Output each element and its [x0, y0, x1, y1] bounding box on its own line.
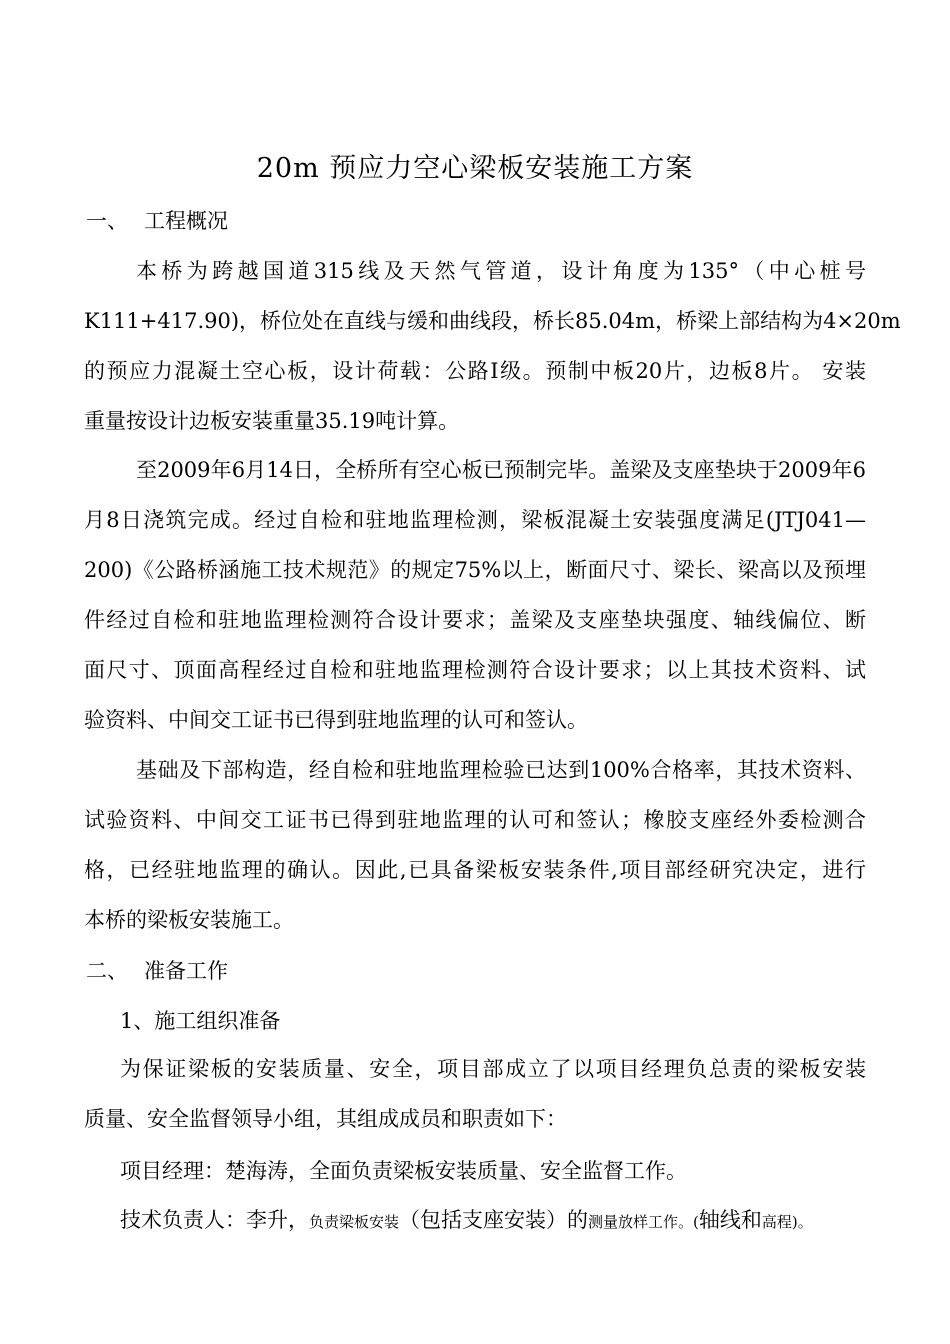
text-line: 200)《公路桥涵施工技术规范》的规定75%以上，断面尺寸、梁长、梁高以及预埋: [84, 558, 866, 582]
subsection-heading: 1、施工组织准备: [120, 1009, 281, 1033]
section-label: 工程概况: [144, 209, 228, 233]
text-run: 测量放样工作。(: [588, 1213, 699, 1231]
staff-technical-lead: [120, 1204, 813, 1234]
text-run: 技术负责人：李升，: [120, 1208, 309, 1232]
paragraph-overview: [84, 246, 901, 446]
section-number: 二、: [86, 959, 128, 983]
paragraph-progress: [84, 445, 866, 745]
section-label: 准备工作: [144, 959, 228, 983]
text-line: 为保证梁板的安装质量、安全，项目部成立了以项目经理负总责的梁板安装: [120, 1057, 866, 1081]
text-line: 试验资料、中间交工证书已得到驻地监理的认可和签认；橡胶支座经外委检测合: [84, 808, 866, 832]
text-line: 月8日浇筑完成。经过自检和驻地监理检测，梁板混凝土安装强度满足(JTJ041—: [84, 508, 866, 532]
text-line: 基础及下部构造，经自检和驻地监理检验已达到100%合格率，其技术资料、: [136, 758, 866, 782]
text-line: 重量按设计边板安装重量35.19吨计算。: [84, 409, 460, 433]
text-run: （包括支座安装）的: [399, 1208, 589, 1232]
text-run: 轴线和: [698, 1208, 762, 1232]
staff-project-manager: 项目经理：楚海涛，全面负责梁板安装质量、安全监督工作。: [120, 1159, 687, 1183]
text-run: 负责梁板安装: [309, 1213, 400, 1231]
section-heading-1: [86, 205, 228, 235]
section-heading-2: [86, 955, 228, 985]
text-line: 的预应力混凝土空心板，设计荷载：公路Ⅰ级。预制中板20片，边板8片。 安装: [84, 359, 866, 383]
text-run: )。: [791, 1213, 813, 1231]
text-line: 至2009年6月14日，全桥所有空心板已预制完毕。盖梁及支座垫块于2009年6: [136, 458, 866, 482]
text-line: 验资料、中间交工证书已得到驻地监理的认可和签认。: [84, 708, 588, 732]
text-line: K111+417.90)，桥位处在直线与缓和曲线段，桥长85.04m，桥梁上部结构为4×20m: [84, 309, 901, 333]
text-line: 本桥的梁板安装施工。: [84, 908, 294, 932]
text-line: 质量、安全监督领导小组，其组成成员和职责如下：: [84, 1107, 567, 1131]
paragraph-foundation: [84, 745, 866, 945]
text-line: 面尺寸、顶面高程经过自检和驻地监理检测符合设计要求；以上其技术资料、试: [84, 658, 866, 682]
text-line: 件经过自检和驻地监理检测符合设计要求；盖梁及支座垫块强度、轴线偏位、断: [84, 608, 866, 632]
section-number: 一、: [86, 209, 128, 233]
document-title: 20m 预应力空心梁板安装施工方案: [256, 153, 694, 184]
text-line: 本桥为跨越国道315线及天然气管道，设计角度为135°（中心桩号: [136, 259, 866, 283]
paragraph-organization: [84, 1044, 866, 1144]
text-run: 高程: [761, 1213, 792, 1231]
text-line: 格，已经驻地监理的确认。因此,已具备梁板安装条件,项目部经研究决定，进行: [84, 858, 866, 882]
